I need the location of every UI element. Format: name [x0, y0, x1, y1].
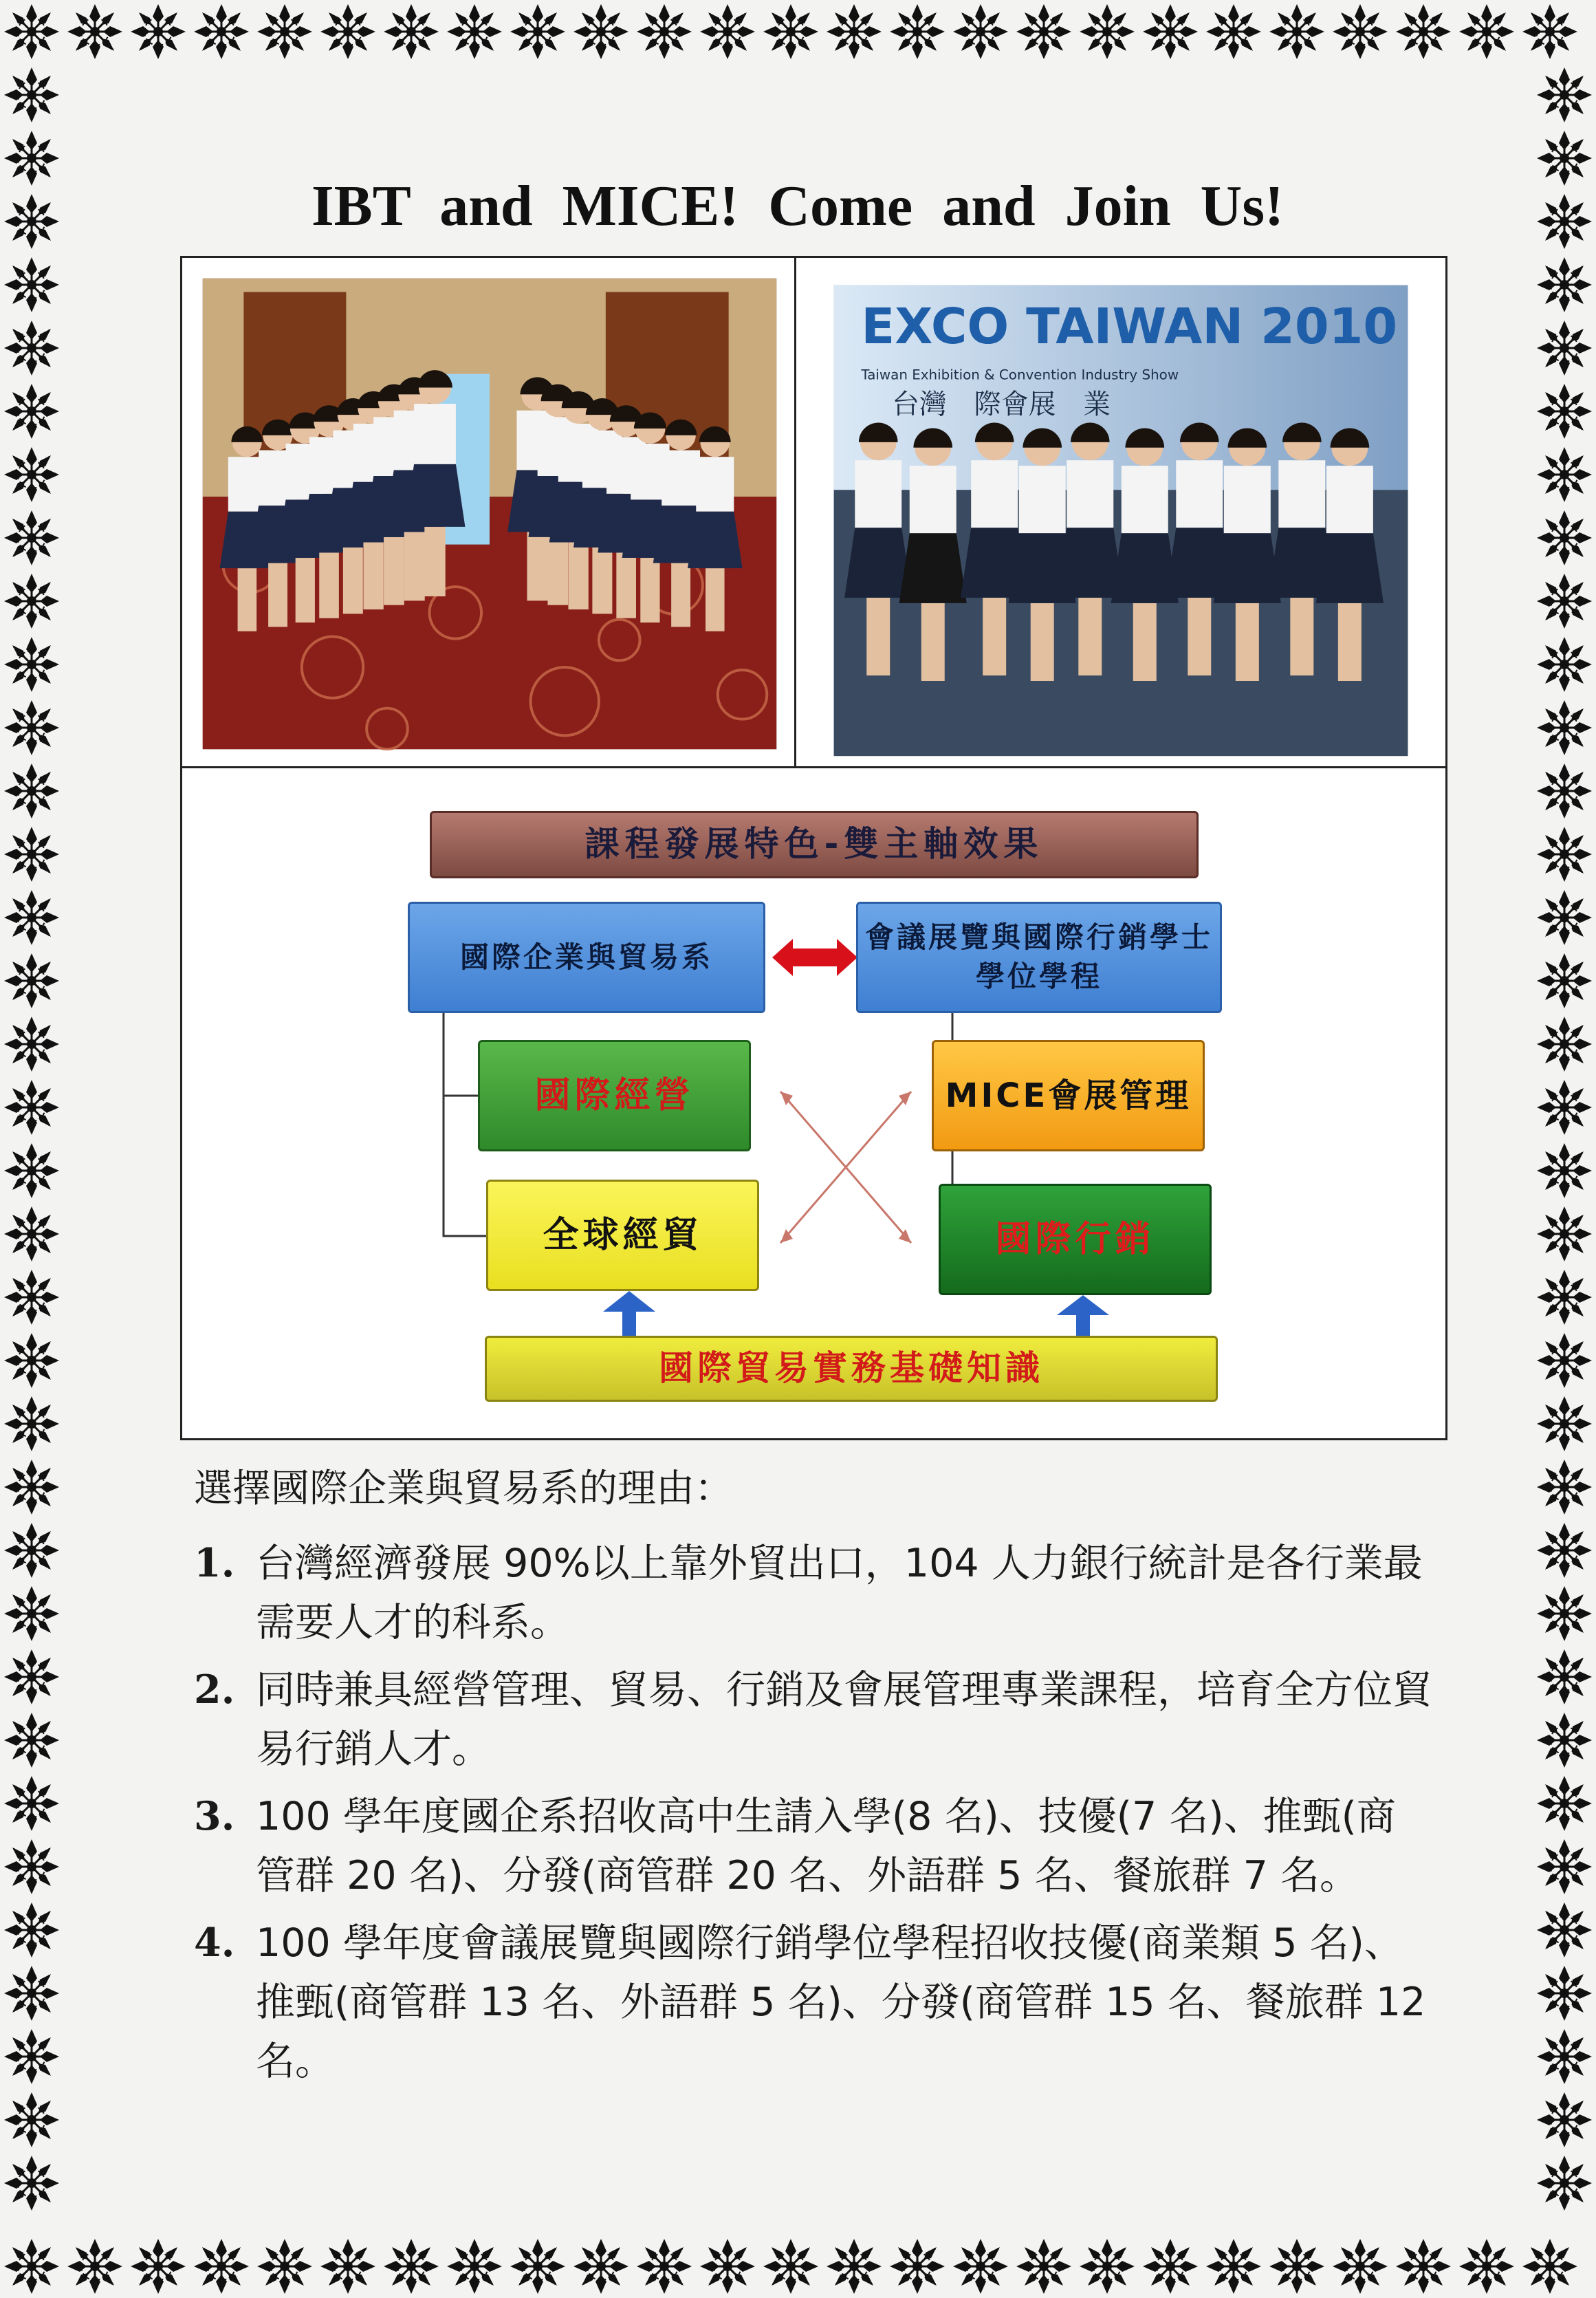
node-international-management: 國際經營 — [478, 1040, 751, 1151]
list-number: 3. — [194, 1793, 235, 1839]
node-mice-management: MICE會展管理 — [932, 1040, 1205, 1151]
expo-banner-title: EXCO TAIWAN 2010 — [861, 298, 1398, 355]
photo-expo-award — [794, 256, 1447, 768]
list-item — [194, 1534, 1432, 1652]
list-number: 2. — [194, 1667, 235, 1713]
reasons-heading: 選擇國際企業與貿易系的理由： — [194, 1466, 733, 1511]
list-text: 100 學年度國企系招收高中生請入學(8 名)、技優(7 名)、推甄(商管群 20 名)、分發(商管群 20 名、外語群 5 名、餐旅群 7 名。 — [256, 1794, 1396, 1898]
expo-banner-chinese: 台灣 際會展 業 — [892, 389, 1111, 421]
list-number: 4. — [194, 1920, 235, 1966]
list-number: 1. — [194, 1540, 235, 1586]
list-text: 100 學年度會議展覽與國際行銷學位學程招收技優(商業類 5 名)、推甄(商管群 13 名、外語群 5 名)、分發(商管群 15 名、餐旅群 12 名。 — [256, 1920, 1426, 2084]
reasons-list — [194, 1534, 1432, 2091]
page-title: IBT and MICE! Come and Join Us! — [311, 174, 1285, 238]
node-ibt-department: 國際企業與貿易系 — [408, 902, 765, 1013]
list-item — [194, 1787, 1432, 1905]
expo-banner-subtitle: Taiwan Exhibition & Convention Industry Show — [861, 367, 1179, 383]
expo-photo-icon — [796, 258, 1445, 766]
node-trade-foundation: 國際貿易實務基礎知識 — [485, 1336, 1218, 1402]
reasons-section — [194, 1458, 1432, 2099]
node-global-trade: 全球經貿 — [486, 1180, 759, 1291]
list-text: 同時兼具經營管理、貿易、行銷及會展管理專業課程，培育全方位貿易行銷人才。 — [256, 1667, 1432, 1772]
group-photo-icon — [182, 258, 794, 766]
list-item — [194, 1914, 1432, 2091]
photo-students-group — [180, 256, 796, 768]
node-mice-program: 會議展覽與國際行銷學士學位學程 — [856, 902, 1222, 1013]
diagram-header: 課程發展特色-雙主軸效果 — [430, 811, 1199, 878]
list-text: 台灣經濟發展 90%以上靠外貿出口，104 人力銀行統計是各行業最需要人才的科系。 — [256, 1541, 1423, 1645]
list-item — [194, 1660, 1432, 1779]
curriculum-diagram — [180, 766, 1447, 1440]
node-international-marketing: 國際行銷 — [939, 1184, 1212, 1295]
